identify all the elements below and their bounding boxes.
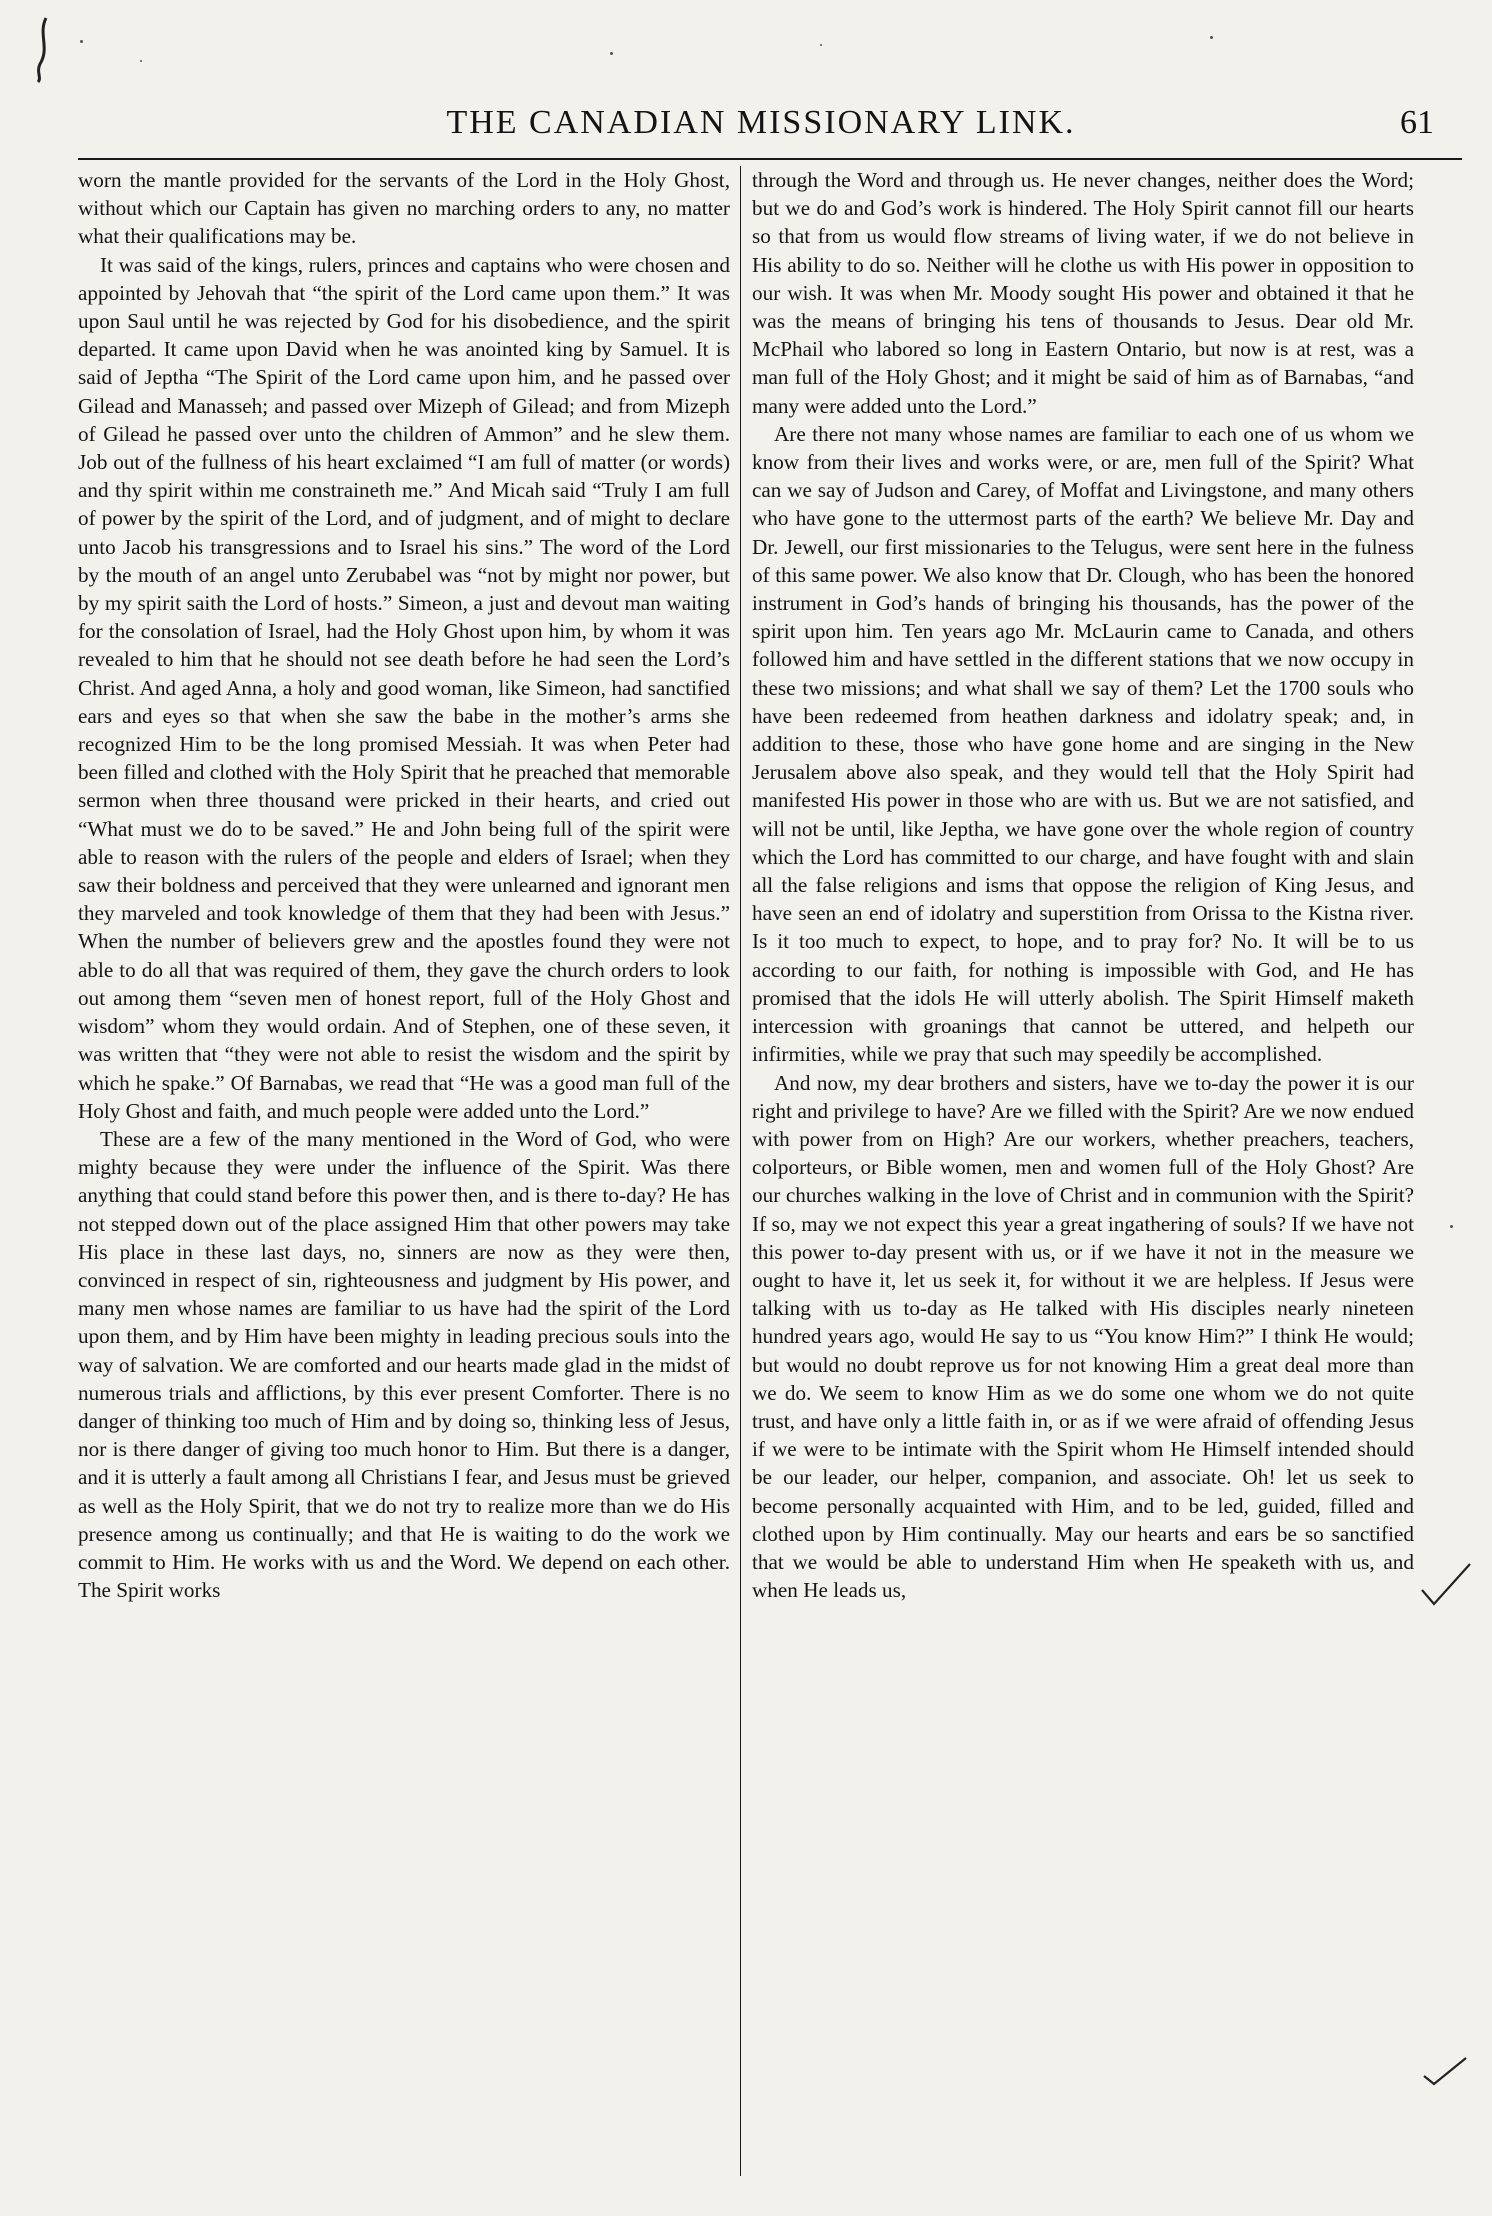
scan-speck: [140, 60, 142, 62]
paragraph: Are there not many whose names are familiar to each one of us whom we know from their lives and works were, or are, men full of the Spirit? What can we say of Judson and Carey, of Moffat and Livingstone, and many others who have gone to the uttermost parts of the earth? We believe Mr. Day and Dr. Jewell, our first missionaries to the Telugus, were sent here in the fulness of this same power. We also know that Dr. Clough, who has been the honored instrument in God’s hands of bringing his thousands, has the power of the spirit upon him. Ten years ago Mr. McLaurin came to Canada, and others followed him and have settled in the different stations that we now occupy in these two missions; and what shall we say of them? Let the 1700 souls who have been redeemed from heathen darkness and idolatry speak; and, in addition to these, those who have gone home and are singing in the New Jerusalem above also speak, and they would tell that the Holy Spirit had manifested His power in those who are with us. But we are not satisfied, and will not be until, like Jeptha, we have gone over the whole region of country which the Lord has committed to our charge, and have fought with and slain all the false religions and isms that oppose the religion of King Jesus, and have seen an end of idolatry and superstition from Orissa to the Kistna river. Is it too much to expect, to hope, and to pray for? No. It will be to us according to our faith, for nothing is impossible with God, and He has promised that the idols He will utterly abolish. The Spirit Himself maketh intercession with groanings that cannot be uttered, and helpeth our infirmities, while we pray that such may speedily be accomplished.: [752, 421, 1414, 1067]
publication-title: THE CANADIAN MISSIONARY LINK.: [446, 104, 1076, 141]
scan-speck: [1450, 1225, 1453, 1228]
paragraph: These are a few of the many mentioned in the Word of God, who were mighty because they were under the influence of the Spirit. Was there anything that could stand before this power then, and is there to-day? He has not stepped down out of the place assigned Him that other powers may take His place in these last days, no, sinners are now as they were then, convinced in respect of sin, righteousness and judgment by His power, and many men whose names are familiar to us have had the spirit of the Lord upon them, and by Him have been mighty in leading precious souls into the way of salvation. We are comforted and our hearts made glad in the midst of numerous trials and afflictions, by this ever present Comforter. There is no danger of thinking too much of Him and by doing so, thinking less of Jesus, nor is there danger of giving too much honor to Him. But there is a danger, and it is utterly a fault among all Christians I fear, and Jesus must be grieved as well as the Holy Spirit, that we do not try to realize more than we do His presence among us continually; and that He is waiting to do the work we commit to Him. He works with us and the Word. We depend on each other. The Spirit works: [78, 1126, 730, 1603]
page-number: 61: [1400, 104, 1434, 141]
check-mark: [1418, 1560, 1474, 1610]
column-divider: [740, 166, 741, 2176]
page-header: [70, 98, 1452, 152]
scan-speck: [1210, 36, 1213, 39]
left-column: [78, 166, 730, 2156]
check-mark: [1420, 2048, 1470, 2088]
scan-smudge: [28, 14, 58, 84]
scan-speck: [610, 52, 613, 55]
scan-speck: [80, 40, 83, 43]
header-rule: [78, 158, 1462, 160]
right-column: [752, 166, 1414, 2156]
paragraph: And now, my dear brothers and sisters, have we to-day the power it is our right and privilege to have? Are we filled with the Spirit? Are we now endued with power from on High? Are our workers, whether preachers, teachers, colporteurs, or Bible women, men and women full of the Holy Ghost? Are our churches walking in the love of Christ and in communion with the Spirit? If so, may we not expect this year a great ingathering of souls? If we have not this power to-day present with us, or if we have it not in the measure we ought to have it, let us seek it, for without it we are helpless. If Jesus were talking with us to-day as He talked with His disciples nearly nineteen hundred years ago, would He say to us “You know Him?” I think He would; but would no doubt reprove us for not knowing Him a great deal more than we do. We seem to know Him as we do some one whom we do not quite trust, and have only a little faith in, or as if we were afraid of offending Jesus if we were to be intimate with the Spirit whom He Himself intended should be our leader, our helper, companion, and associate. Oh! let us seek to become personally acquainted with Him, and to be led, guided, filled and clothed upon by Him continually. May our hearts and ears be so sanctified that we would be able to understand Him when He speaketh with us, and when He leads us,: [752, 1070, 1414, 1603]
paragraph: through the Word and through us. He never changes, neither does the Word; but we do and God’s work is hindered. The Holy Spirit cannot fill our hearts so that from us would flow streams of living water, if we do not believe in His ability to do so. Neither will he clothe us with His power in opposition to our wish. It was when Mr. Moody sought His power and obtained it that he was the means of bringing his tens of thousands to Jesus. Dear old Mr. McPhail who labored so long in Eastern Ontario, but now is at rest, was a man full of the Holy Ghost; and it might be said of him as of Barnabas, “and many were added unto the Lord.”: [752, 168, 1414, 418]
paragraph: It was said of the kings, rulers, princes and captains who were chosen and appointed by Jehovah that “the spirit of the Lord came upon them.” It was upon Saul until he was rejected by God for his disobedience, and the spirit departed. It came upon David when he was anointed king by Samuel. It is said of Jeptha “The Spirit of the Lord came upon him, and he passed over Gilead and Manasseh; and passed over Mizeph of Gilead; and from Mizeph of Gilead he passed over unto the children of Ammon” and he slew them. Job out of the fullness of his heart exclaimed “I am full of matter (or words) and thy spirit within me constraineth me.” And Micah said “Truly I am full of power by the spirit of the Lord, and of judgment, and of might to declare unto Jacob his transgressions and to Israel his sins.” The word of the Lord by the mouth of an angel unto Zerubabel was “not by might nor power, but by my spirit saith the Lord of hosts.” Simeon, a just and devout man waiting for the consolation of Israel, had the Holy Ghost upon him, by whom it was revealed to him that he should not see death before he had seen the Lord’s Christ. And aged Anna, a holy and good woman, like Simeon, had sanctified ears and eyes so that when she saw the babe in the mother’s arms she recognized Him to be the long promised Messiah. It was when Peter had been filled and clothed with the Holy Spirit that he preached that memorable sermon when three thousand were pricked in their hearts, and cried out “What must we do to be saved.” He and John being full of the spirit were able to reason with the rulers of the people and elders of Israel; when they saw their boldness and perceived that they were unlearned and ignorant men they marveled and took knowledge of them that they had been with Jesus.” When the number of believers grew and the apostles found they were not able to do all that was required of them, they gave the church orders to look out among them “seven men of honest report, full of the Holy Ghost and wisdom” whom they would ordain. And of Stephen, one of these seven, it was written that “they were not able to resist the wisdom and the spirit by which he spake.” Of Barnabas, we read that “He was a good man full of the Holy Ghost and faith, and much people were added unto the Lord.”: [78, 252, 730, 1123]
paragraph: worn the mantle provided for the servants of the Lord in the Holy Ghost, without which our Captain has given no marching orders to any, no matter what their qualifications may be.: [78, 168, 730, 249]
scan-speck: [820, 44, 822, 46]
